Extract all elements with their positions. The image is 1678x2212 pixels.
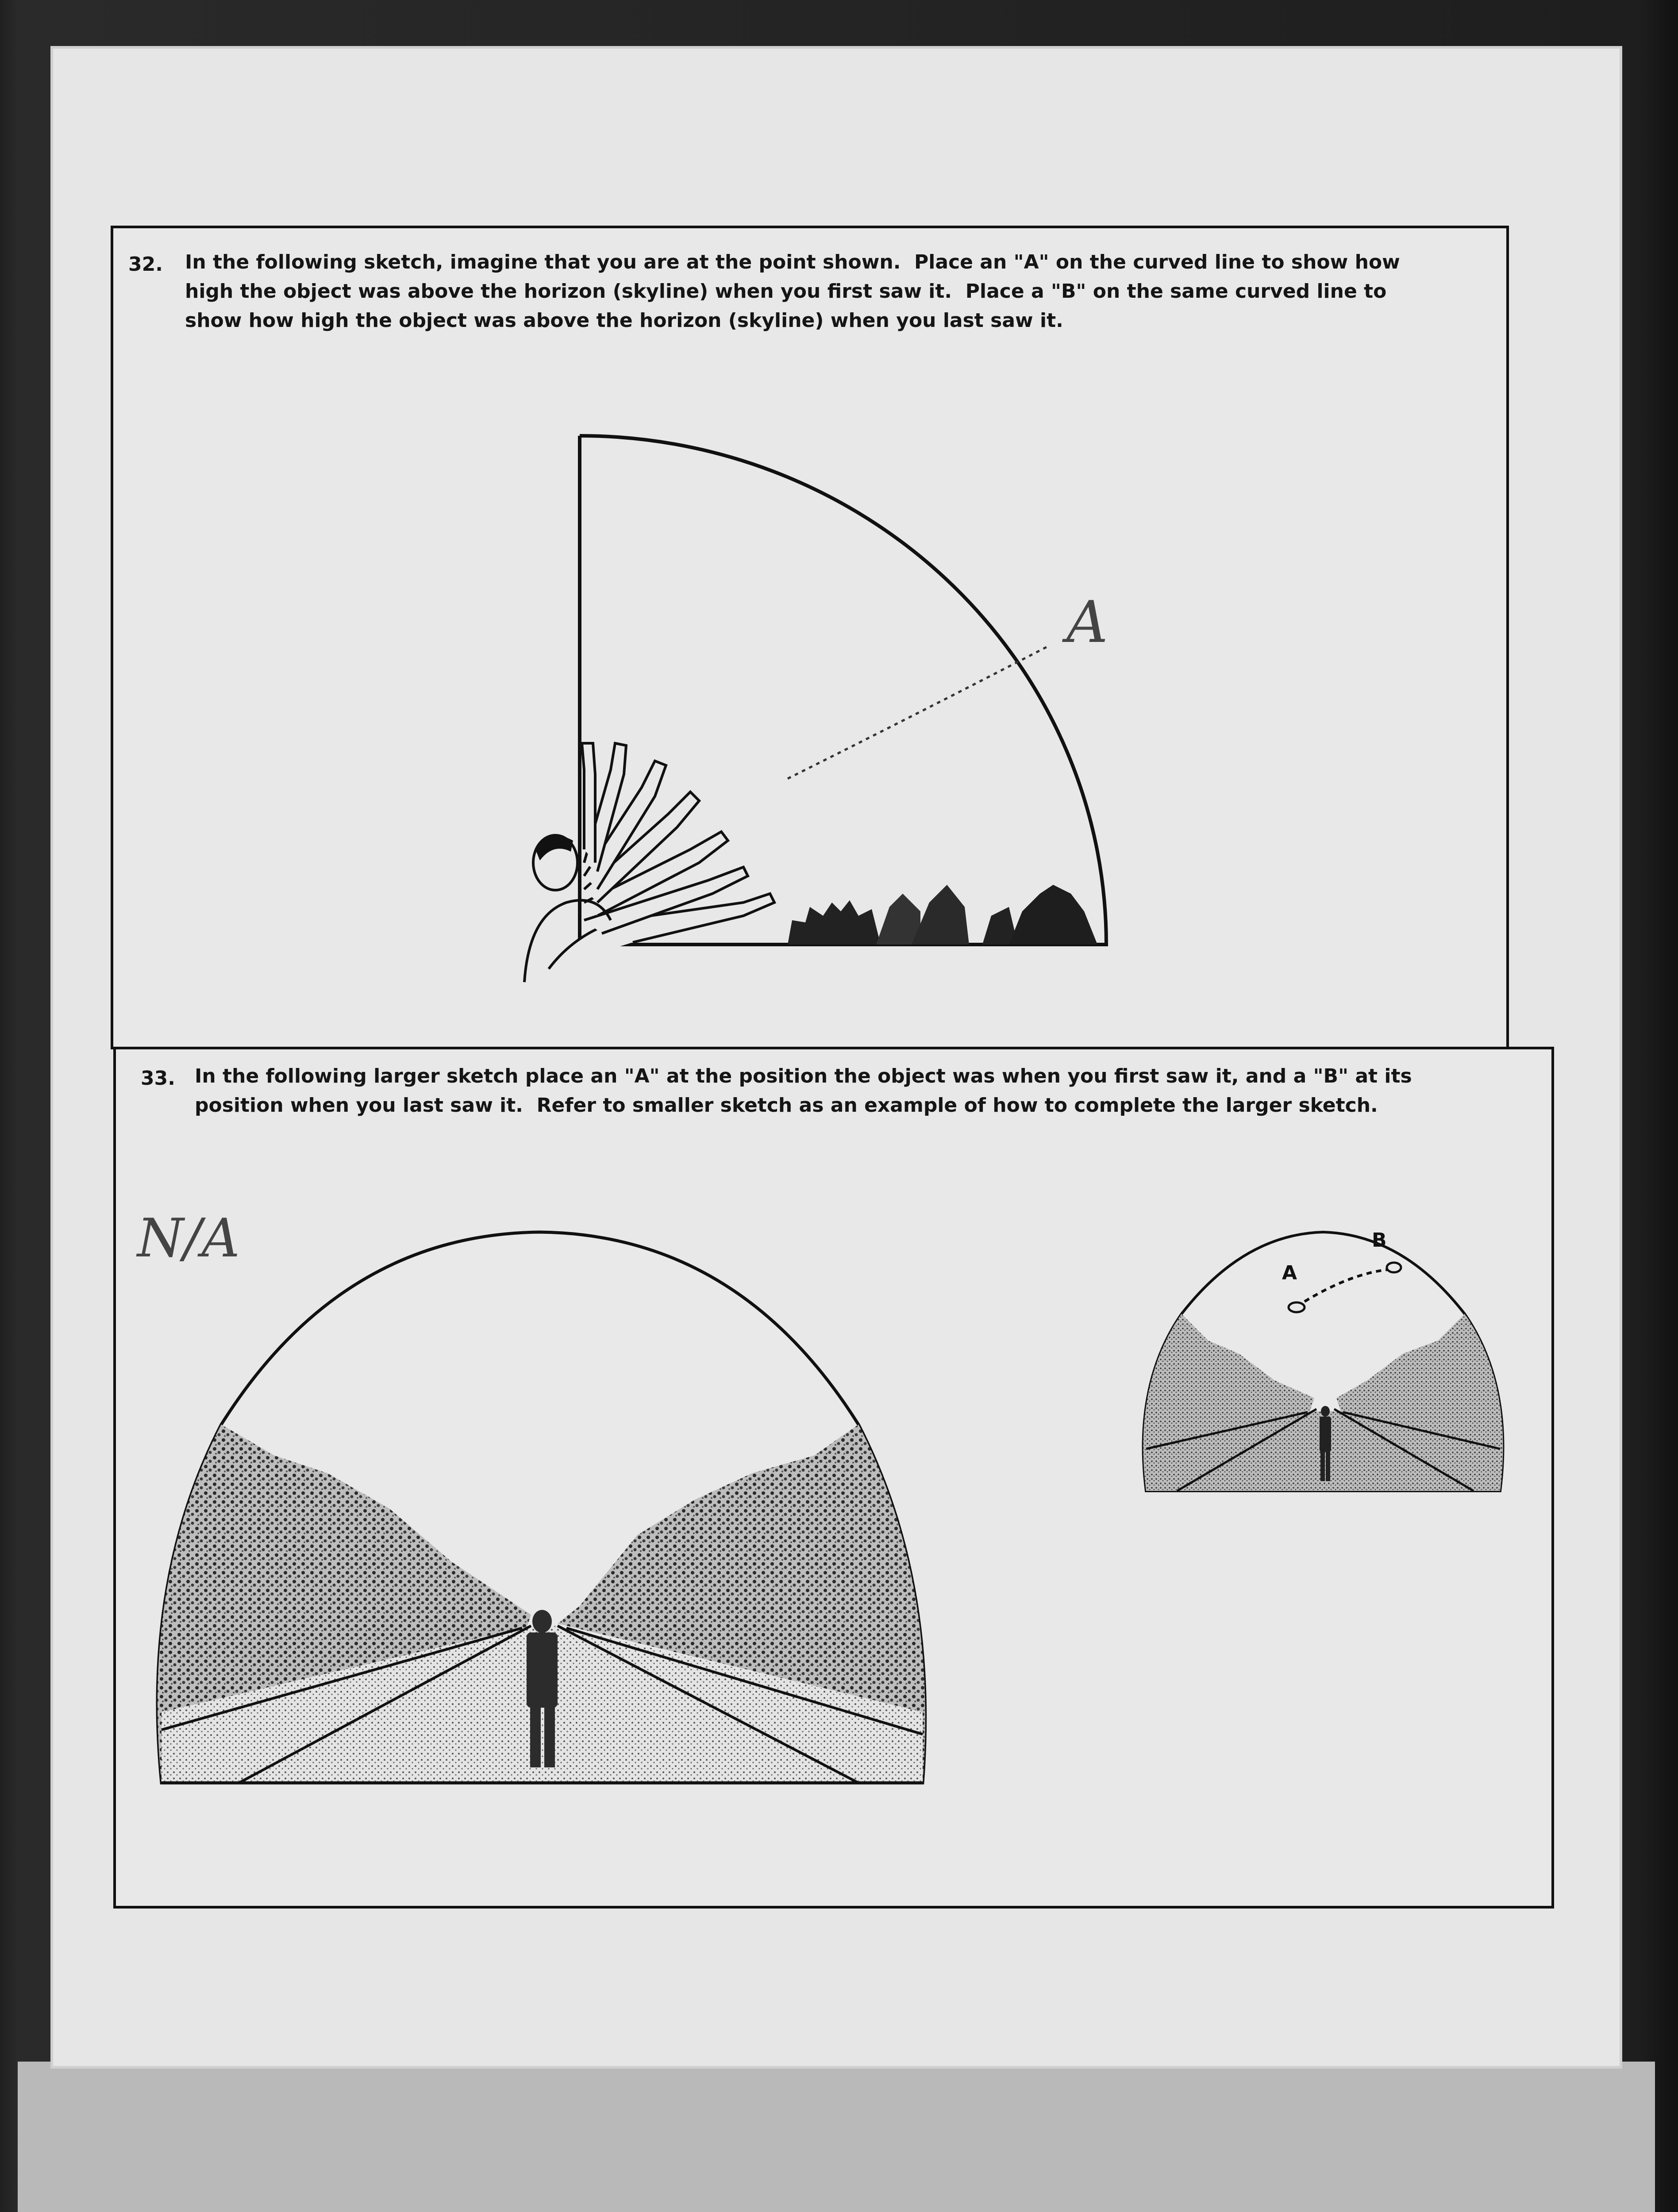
question-32-number: 32. <box>128 253 163 276</box>
example-label-b: B <box>1372 1229 1387 1252</box>
sighting-line <box>788 646 1049 779</box>
question-33-line-2: position when you last saw it. Refer to smaller sketch as an example of how to complete the larger sketch. <box>195 1094 1378 1117</box>
question-32-line-3: show how high the object was above the horizon (skyline) when you last saw it. <box>185 309 1063 332</box>
small-example-sketch <box>1128 1208 1518 1504</box>
example-label-a: A <box>1282 1262 1297 1284</box>
handwritten-answer-a: A <box>1066 588 1108 656</box>
lower-sheet-edge <box>18 2062 1655 2212</box>
question-33-number: 33. <box>141 1067 175 1090</box>
question-33-line-1: In the following larger sketch place an "A" at the position the object was when you first saw it, and a "B" at its <box>195 1065 1412 1087</box>
skyline-houses <box>788 885 1097 945</box>
pointing-arms <box>549 743 774 969</box>
question-32-line-2: high the object was above the horizon (skyline) when you first saw it. Place a "B" on the same curved line to <box>185 280 1387 303</box>
large-street-sketch <box>142 1225 943 1796</box>
sky-quadrant-sketch <box>522 425 1133 991</box>
handwritten-margin-note: N/A <box>137 1208 240 1269</box>
question-32-line-1: In the following sketch, imagine that you are at the point shown. Place an "A" on the curved line to show how <box>185 251 1400 273</box>
